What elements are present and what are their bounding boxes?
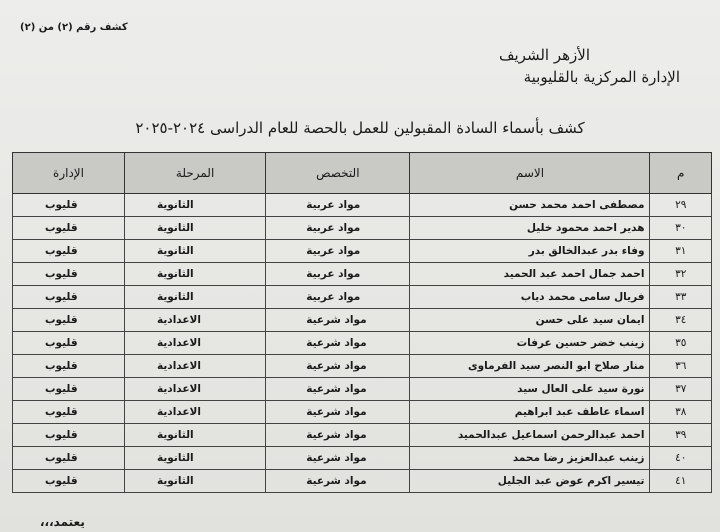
sheet-number: كشف رقم (٢) من (٢)	[20, 22, 128, 33]
row-specialization: مواد عربية	[266, 217, 410, 240]
row-administration: قليوب	[13, 355, 125, 378]
approval-note: يعتمد،،،	[40, 515, 85, 529]
row-specialization: مواد شرعية	[266, 401, 410, 424]
row-number: ٣١	[650, 240, 712, 263]
row-number: ٣٦	[650, 355, 712, 378]
row-stage: الاعدادية	[125, 378, 266, 401]
row-stage: الاعدادية	[125, 309, 266, 332]
row-specialization: مواد عربية	[266, 194, 410, 217]
table-row	[13, 263, 712, 286]
row-name: زينب خضر حسين عرفات	[410, 332, 650, 355]
row-number: ٢٩	[650, 194, 712, 217]
row-administration: قليوب	[13, 286, 125, 309]
row-name: وفاء بدر عبدالخالق بدر	[410, 240, 650, 263]
row-name: اسماء عاطف عبد ابراهيم	[410, 401, 650, 424]
row-number: ٤٠	[650, 447, 712, 470]
row-stage: الثانوية	[125, 286, 266, 309]
table-header-row	[13, 153, 712, 194]
row-specialization: مواد شرعية	[266, 378, 410, 401]
org-line-2: الإدارة المركزية بالقليوبية	[523, 68, 680, 86]
table-row	[13, 309, 712, 332]
row-name: زينب عبدالعزيز رضا محمد	[410, 447, 650, 470]
row-number: ٣٠	[650, 217, 712, 240]
row-name: مصطفى احمد محمد حسن	[410, 194, 650, 217]
row-name: منار صلاح ابو النصر سيد الفرماوى	[410, 355, 650, 378]
row-specialization: مواد شرعية	[266, 424, 410, 447]
column-header-administration: الإدارة	[13, 153, 125, 194]
table-row	[13, 217, 712, 240]
row-administration: قليوب	[13, 263, 125, 286]
row-specialization: مواد عربية	[266, 263, 410, 286]
row-number: ٣٧	[650, 378, 712, 401]
row-specialization: مواد شرعية	[266, 332, 410, 355]
table-row	[13, 332, 712, 355]
table-row	[13, 401, 712, 424]
row-stage: الثانوية	[125, 194, 266, 217]
table-row	[13, 355, 712, 378]
row-specialization: مواد شرعية	[266, 355, 410, 378]
row-administration: قليوب	[13, 194, 125, 217]
row-administration: قليوب	[13, 378, 125, 401]
column-header-name: الاسم	[410, 153, 650, 194]
row-stage: الثانوية	[125, 470, 266, 493]
row-number: ٣٤	[650, 309, 712, 332]
row-stage: الاعدادية	[125, 401, 266, 424]
column-header-num: م	[650, 153, 712, 194]
table-row	[13, 447, 712, 470]
row-administration: قليوب	[13, 240, 125, 263]
row-number: ٣٣	[650, 286, 712, 309]
row-administration: قليوب	[13, 424, 125, 447]
row-number: ٣٩	[650, 424, 712, 447]
row-specialization: مواد عربية	[266, 240, 410, 263]
row-administration: قليوب	[13, 470, 125, 493]
row-specialization: مواد شرعية	[266, 470, 410, 493]
row-specialization: مواد عربية	[266, 286, 410, 309]
row-stage: الثانوية	[125, 263, 266, 286]
row-name: احمد جمال احمد عبد الحميد	[410, 263, 650, 286]
table-row	[13, 378, 712, 401]
row-administration: قليوب	[13, 401, 125, 424]
row-stage: الثانوية	[125, 240, 266, 263]
row-administration: قليوب	[13, 332, 125, 355]
table-row	[13, 470, 712, 493]
row-name: فريال سامى محمد دياب	[410, 286, 650, 309]
row-specialization: مواد شرعية	[266, 447, 410, 470]
row-administration: قليوب	[13, 217, 125, 240]
row-stage: الثانوية	[125, 424, 266, 447]
row-stage: الاعدادية	[125, 332, 266, 355]
table-row	[13, 424, 712, 447]
row-specialization: مواد شرعية	[266, 309, 410, 332]
row-stage: الثانوية	[125, 217, 266, 240]
row-stage: الثانوية	[125, 447, 266, 470]
row-number: ٣٨	[650, 401, 712, 424]
row-name: ايمان سيد على حسن	[410, 309, 650, 332]
row-number: ٣٢	[650, 263, 712, 286]
row-name: احمد عبدالرحمن اسماعيل عبدالحميد	[410, 424, 650, 447]
row-number: ٤١	[650, 470, 712, 493]
row-name: نورة سيد على العال سيد	[410, 378, 650, 401]
row-administration: قليوب	[13, 447, 125, 470]
org-line-1: الأزهر الشريف	[498, 46, 590, 64]
column-header-stage: المرحلة	[125, 153, 266, 194]
table-row	[13, 194, 712, 217]
accepted-list-table	[12, 152, 712, 493]
table-row	[13, 286, 712, 309]
row-name: هدير احمد محمود خليل	[410, 217, 650, 240]
document-title: كشف بأسماء السادة المقبولين للعمل بالحصة للعام الدراسى ٢٠٢٤-٢٠٢٥	[135, 119, 585, 137]
row-name: تيسير اكرم عوض عبد الجليل	[410, 470, 650, 493]
column-header-specialization: التخصص	[266, 153, 410, 194]
row-administration: قليوب	[13, 309, 125, 332]
row-number: ٣٥	[650, 332, 712, 355]
row-stage: الاعدادية	[125, 355, 266, 378]
table-row	[13, 240, 712, 263]
